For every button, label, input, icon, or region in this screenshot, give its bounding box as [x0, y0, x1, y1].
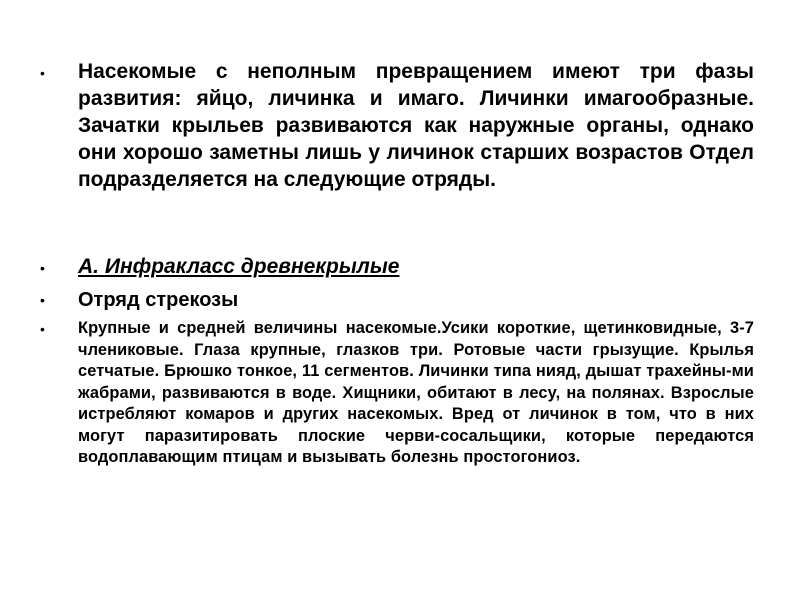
- infraclass-heading: А. Инфракласс древнекрылые: [78, 255, 400, 278]
- order-description-paragraph: Крупные и средней величины насекомые.Усики короткие, щетинковидные, 3-7 члениковые. Глаза крупные, глазков три. Ротовые части грызущие. Крылья сетчатые. Брюшко тонкое, 11 сегментов. Личинки типа нияд, дышат трахейны-ми жабрами, развиваются в воде. Хищники, обитают в лесу, на полянах. Взрослые истребляют комаров и других насекомых. Вред от личинок в том, что в них могут паразитировать плоские черви-сосальщики, которые передаются водоплавающим птицам и вызывать болезнь простогониоз.: [78, 319, 754, 466]
- bullet-marker: •: [40, 260, 45, 276]
- order-heading: Отряд стрекозы: [78, 289, 239, 311]
- bullet-marker: •: [40, 65, 45, 81]
- bullet-marker: •: [40, 321, 45, 337]
- bullet-marker: •: [40, 292, 45, 308]
- intro-paragraph: Насекомые с неполным превращением имеют три фазы развития: яйцо, личинка и имаго. Личинки имагообразные. Зачатки крыльев развиваются как наружные органы, однако они хорошо заметны лишь у личинок старших возрастов Отдел подразделяется на следующие отряды.: [78, 60, 754, 191]
